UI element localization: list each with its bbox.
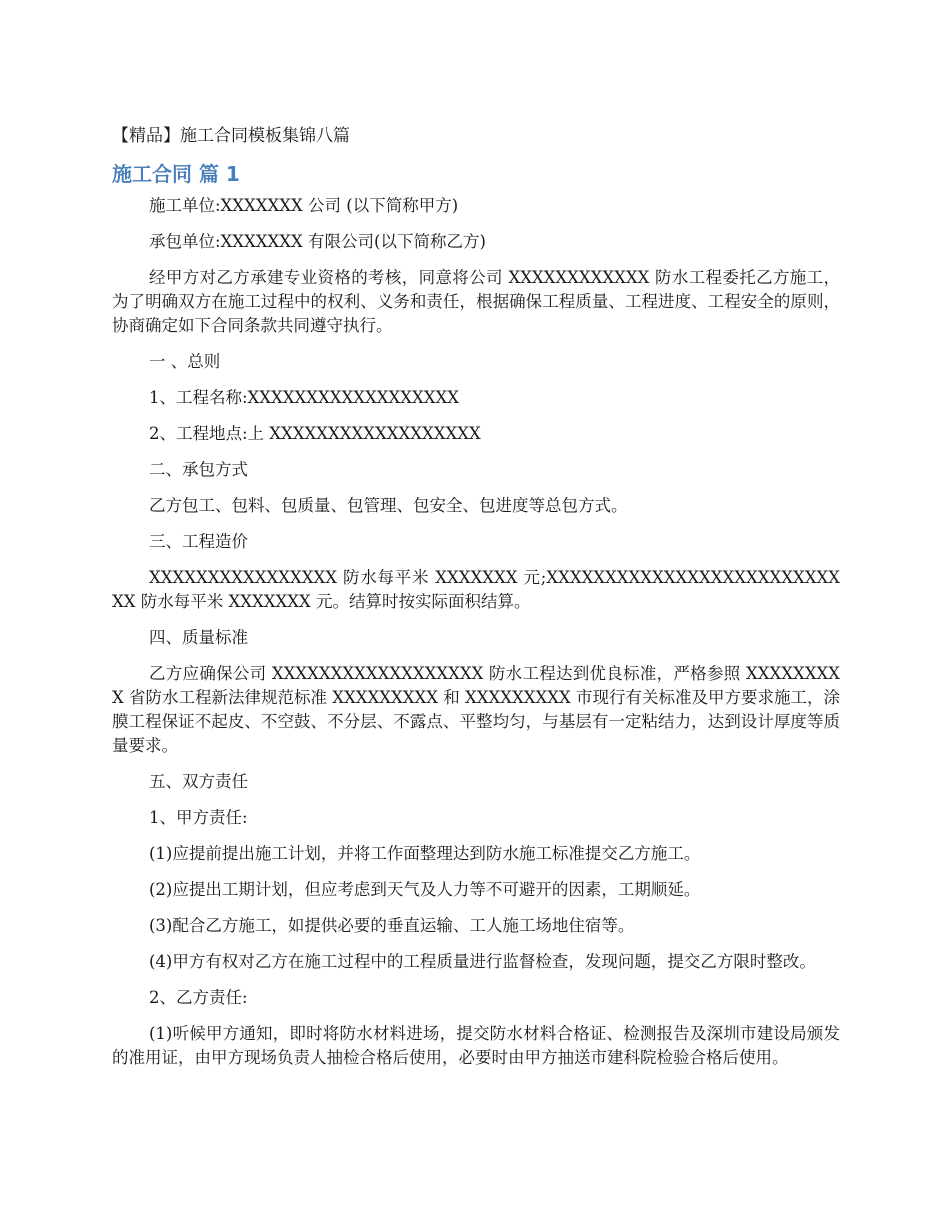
paragraph: 一 、总则 — [149, 352, 221, 371]
document-page — [112, 118, 840, 1082]
paragraph: 2、工程地点:上 XXXXXXXXXXXXXXXXXX — [149, 424, 481, 443]
paragraph: (3)配合乙方施工，如提供必要的垂直运输、工人施工场地住宿等。 — [149, 916, 635, 935]
paragraph: (4)甲方有权对乙方在施工过程中的工程质量进行监督检查，发现问题，提交乙方限时整改。 — [149, 952, 816, 971]
paragraph: 乙方包工、包料、包质量、包管理、包安全、包进度等总包方式。 — [149, 496, 628, 515]
paragraph: 1、甲方责任: — [149, 808, 248, 827]
paragraph: (1)听候甲方通知，即时将防水材料进场，提交防水材料合格证、检测报告及深圳市建设局颁发的准用证，由甲方现场负责人抽检合格后使用，必要时由甲方抽送市建科院检验合格后使用。 — [112, 1024, 840, 1067]
document-body — [112, 194, 840, 1070]
paragraph: 乙方应确保公司 XXXXXXXXXXXXXXXXXX 防水工程达到优良标准，严格参照 XXXXXXXXX 省防水工程新法律规范标准 XXXXXXXXX 和 XXXXXXXXX 市现行有关标准及甲方要求施工，涂膜工程保证不起皮、不空鼓、不分层、不露点、平整均匀，与基层有一定粘结力，达到设计厚度等质量要求。 — [112, 664, 840, 755]
section-heading: 施工合同 篇 1 — [112, 162, 240, 186]
paragraph: 2、乙方责任: — [149, 988, 248, 1007]
paragraph: 四、质量标准 — [149, 628, 248, 647]
paragraph: (2)应提出工期计划，但应考虑到天气及人力等不可避开的因素，工期顺延。 — [149, 880, 701, 899]
paragraph: (1)应提前提出施工计划，并将工作面整理达到防水施工标准提交乙方施工。 — [149, 844, 701, 863]
paragraph: XXXXXXXXXXXXXXXX 防水每平米 XXXXXXX 元;XXXXXXXXXXXXXXXXXXXXXXXXXXX 防水每平米 XXXXXXX 元。结算时按实际面积结算。 — [112, 568, 840, 611]
paragraph: 施工单位:XXXXXXX 公司 (以下简称甲方) — [149, 196, 459, 215]
paragraph: 经甲方对乙方承建专业资格的考核，同意将公司 XXXXXXXXXXXX 防水工程委托乙方施工，为了明确双方在施工过程中的权利、义务和责任，根据确保工程质量、工程进度、工程安全的原则，协商确定如下合同条款共同遵守执行。 — [112, 268, 840, 335]
document-title: 【精品】施工合同模板集锦八篇 — [112, 126, 350, 146]
paragraph: 二、承包方式 — [149, 460, 248, 479]
paragraph: 1、工程名称:XXXXXXXXXXXXXXXXXX — [149, 388, 459, 407]
paragraph: 承包单位:XXXXXXX 有限公司(以下简称乙方) — [149, 232, 486, 251]
paragraph: 五、双方责任 — [149, 772, 248, 791]
paragraph: 三、工程造价 — [149, 532, 248, 551]
